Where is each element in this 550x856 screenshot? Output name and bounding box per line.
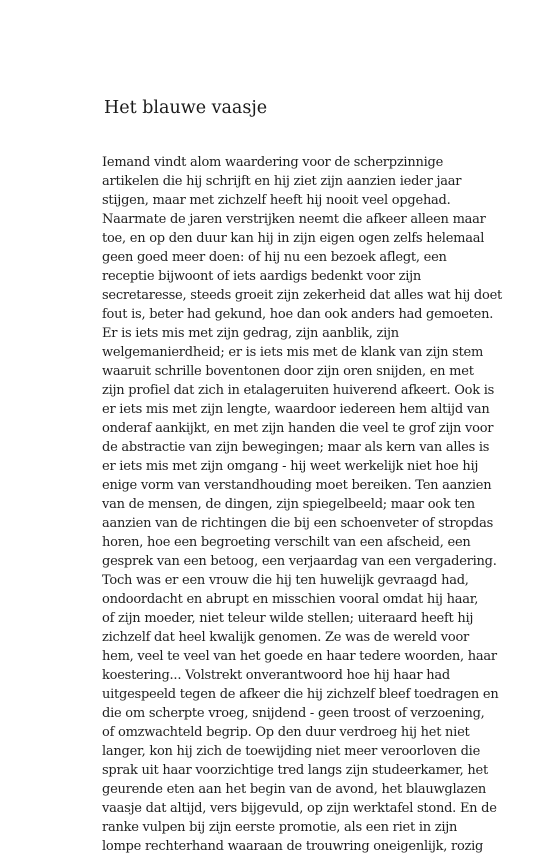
text-line: horen, hoe een begroeting verschilt van een afscheid, een xyxy=(102,535,471,550)
text-line: stijgen, maar met zichzelf heeft hij nooit veel opgehad. xyxy=(102,193,451,208)
text-line: lompe rechterhand waaraan de trouwring oneigenlijk, rozig xyxy=(102,839,484,854)
text-line: welgemanierdheid; er is iets mis met de klank van zijn stem xyxy=(102,345,484,360)
text-line: of omzwachteld begrip. Op den duur verdroeg hij het niet xyxy=(102,725,470,740)
text-line: sprak uit haar voorzichtige tred langs zijn studeerkamer, het xyxy=(102,763,488,778)
text-line: Iemand vindt alom waardering voor de scherpzinnige xyxy=(102,155,444,170)
text-line: ranke vulpen bij zijn eerste promotie, als een riet in zijn xyxy=(102,820,458,835)
text-line: Toch was er een vrouw die hij ten huwelijk gevraagd had, xyxy=(102,573,469,588)
text-line: langer, kon hij zich de toewijding niet meer veroorloven die xyxy=(102,744,481,759)
text-line: er iets mis met zijn omgang - hij weet werkelijk niet hoe hij xyxy=(102,459,479,474)
text-line: aanzien van de richtingen die bij een schoenveter of stropdas xyxy=(102,516,494,531)
text-line: vaasje dat altijd, vers bijgevuld, op zijn werktafel stond. En de xyxy=(102,801,497,816)
text-line: zichzelf dat heel kwalijk genomen. Ze was de wereld voor xyxy=(102,630,470,645)
text-line: Naarmate de jaren verstrijken neemt die afkeer alleen maar xyxy=(102,212,486,227)
text-line: van de mensen, de dingen, zijn spiegelbeeld; maar ook ten xyxy=(102,497,475,512)
text-line: zijn profiel dat zich in etalageruiten huiverend afkeert. Ook is xyxy=(102,383,495,398)
document-title: Het blauwe vaasje xyxy=(104,98,268,118)
text-line: koestering... Volstrekt onverantwoord hoe hij haar had xyxy=(102,668,450,683)
text-line: hem, veel te veel van het goede en haar tedere woorden, haar xyxy=(102,649,497,664)
text-line: receptie bijwoont of iets aardigs bedenkt voor zijn xyxy=(102,269,422,284)
text-line: toe, en op den duur kan hij in zijn eigen ogen zelfs helemaal xyxy=(102,231,485,246)
text-line: enige vorm van verstandhouding moet bereiken. Ten aanzien xyxy=(102,478,492,493)
text-line: onderaf aankijkt, en met zijn handen die veel te grof zijn voor xyxy=(102,421,494,436)
body-paragraph xyxy=(102,153,502,856)
text-line: geen goed meer doen: of hij nu een bezoek aflegt, een xyxy=(102,250,447,265)
text-line: gesprek van een betoog, een verjaardag van een vergadering. xyxy=(102,554,497,569)
text-line: die om scherpte vroeg, snijdend - geen troost of verzoening, xyxy=(102,706,485,721)
text-line: artikelen die hij schrijft en hij ziet zijn aanzien ieder jaar xyxy=(102,174,462,189)
text-line: geurende eten aan het begin van de avond, het blauwglazen xyxy=(102,782,487,797)
text-line: Er is iets mis met zijn gedrag, zijn aanblik, zijn xyxy=(102,326,399,341)
text-line: secretaresse, steeds groeit zijn zekerheid dat alles wat hij doet xyxy=(102,288,502,303)
text-line: er iets mis met zijn lengte, waardoor iedereen hem altijd van xyxy=(102,402,490,417)
text-line: de abstractie van zijn bewegingen; maar als kern van alles is xyxy=(102,440,490,455)
text-line: uitgespeeld tegen de afkeer die hij zichzelf bleef toedragen en xyxy=(102,687,499,702)
text-line: fout is, beter had gekund, hoe dan ook anders had gemoeten. xyxy=(102,307,494,322)
text-line: of zijn moeder, niet teleur wilde stellen; uiteraard heeft hij xyxy=(102,611,474,626)
text-line: waaruit schrille boventonen door zijn oren snijden, en met xyxy=(102,364,474,379)
text-line: ondoordacht en abrupt en misschien vooral omdat hij haar, xyxy=(102,592,479,607)
